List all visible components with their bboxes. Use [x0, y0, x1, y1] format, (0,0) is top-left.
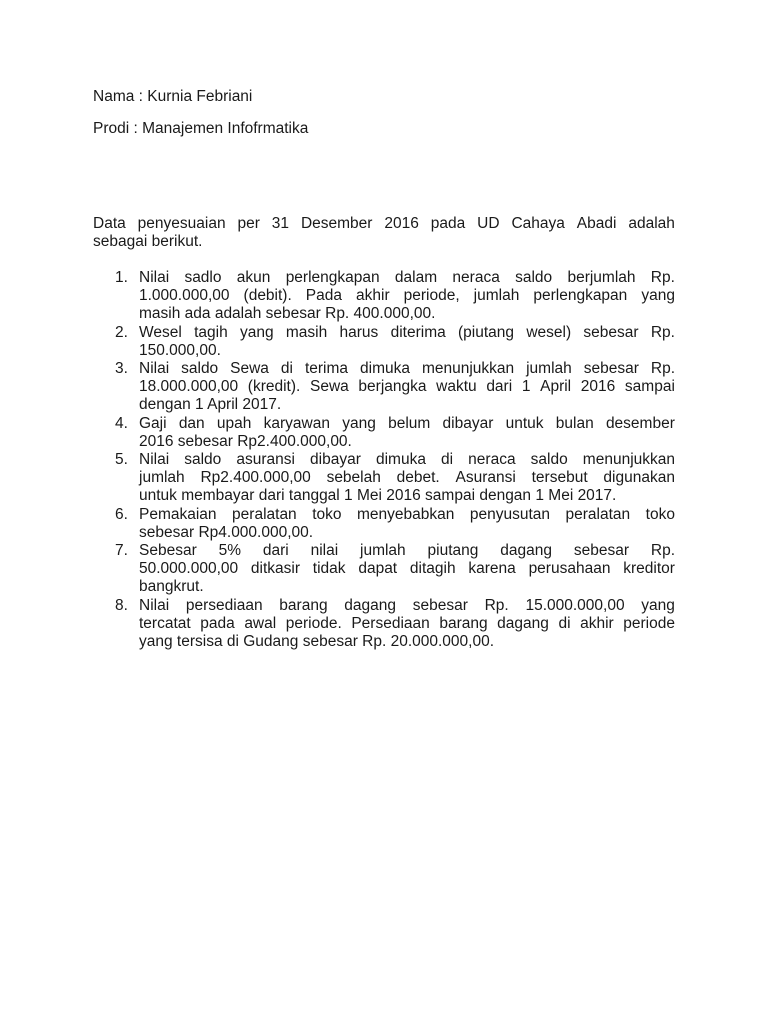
list-item-line: [139, 469, 675, 487]
list-item-word: harus: [339, 323, 379, 341]
list-item-word: dan: [178, 414, 205, 432]
list-item-last-line: sebesar Rp4.000.000,00.: [139, 523, 314, 541]
intro-word: 31: [271, 215, 290, 232]
list-item-word: yang: [641, 287, 675, 305]
intro-word: Cahaya: [511, 215, 565, 232]
list-item: [93, 542, 675, 597]
list-item-word: di: [558, 614, 571, 632]
list-item-word: 15.000.000,00: [525, 596, 625, 614]
list-item-number: 5.: [115, 451, 128, 469]
list-item-line: [139, 360, 675, 378]
list-item-word: sebelah: [326, 469, 381, 487]
list-item-line: [139, 269, 675, 287]
intro-word: Abadi: [576, 215, 617, 232]
list-item-word: wesel): [526, 323, 572, 341]
list-item-word: masih: [285, 323, 328, 341]
list-item-last-line: 150.000,00.: [139, 341, 221, 359]
list-item-word: penyusutan: [469, 505, 551, 523]
study-program-line: Prodi : Manajemen Infofrmatika: [93, 120, 309, 137]
list-item-last-line: dengan 1 April 2017.: [139, 396, 282, 414]
list-item-word: Rp.: [484, 596, 509, 614]
list-item-word: di: [280, 360, 293, 378]
list-item-word: saldo: [515, 269, 553, 286]
list-item-word: debet.: [396, 469, 440, 487]
list-item-word: toko: [645, 505, 675, 523]
list-item-number: 2.: [115, 323, 128, 341]
list-item-word: perlengkapan: [533, 287, 628, 305]
list-item-word: Sewa: [230, 360, 269, 378]
list-item-last-line: yang tersisa di Gudang sebesar Rp. 20.000.000,00.: [139, 633, 495, 651]
list-item-word: peralatan: [565, 505, 631, 523]
list-item-word: (debit).: [243, 287, 292, 305]
list-item: [93, 269, 675, 324]
list-item-line: [139, 560, 675, 578]
intro-word: penyesuaian: [137, 215, 226, 232]
list-item-word: 18.000.000,00: [139, 378, 239, 396]
list-item-word: jumlah: [360, 542, 406, 560]
list-item-line: [139, 415, 675, 433]
list-item-word: di: [441, 451, 454, 469]
list-item-word: terima: [304, 360, 349, 378]
list-item-word: berjangka: [358, 378, 427, 396]
list-item-word: jumlah: [526, 360, 572, 378]
list-item-word: Rp.: [650, 542, 675, 560]
list-item-word: sampai: [624, 378, 675, 396]
list-item-word: piutang: [427, 542, 479, 560]
list-item-last-line: masih ada adalah sebesar Rp. 400.000,00.: [139, 305, 436, 323]
list-item-number: 3.: [115, 360, 128, 378]
list-item-word: ditagih: [409, 560, 456, 578]
list-item: [93, 506, 675, 542]
list-item-line: [139, 451, 675, 469]
list-item: [93, 360, 675, 415]
list-item-last-line: untuk membayar dari tanggal 1 Mei 2016 sampai dengan 1 Mei 2017.: [139, 487, 617, 505]
list-item-word: Rp.: [650, 269, 675, 286]
list-item-word: menunjukkan: [582, 451, 675, 469]
list-item-word: Asuransi: [455, 469, 516, 487]
list-item-line: [139, 506, 675, 524]
list-item: [93, 415, 675, 451]
list-item-word: Nilai: [139, 360, 170, 378]
list-item-word: akun: [236, 269, 271, 286]
list-item-word: sebesar: [583, 323, 639, 341]
list-item-word: yang: [239, 323, 274, 341]
list-item-word: dibayar: [310, 451, 361, 469]
intro-word: pada: [430, 215, 466, 232]
list-item-word: berjumlah: [567, 269, 636, 286]
list-item-word: karena: [468, 560, 516, 578]
intro-word: Desember: [300, 215, 373, 232]
list-item-word: Persediaan: [351, 614, 430, 632]
list-item-number: 7.: [115, 542, 128, 560]
list-item-word: sebesar: [573, 542, 630, 560]
list-item-word: sebesar: [412, 596, 468, 614]
list-item-word: dimuka: [360, 360, 410, 378]
list-item-line: [139, 287, 675, 305]
list-item-word: periode,: [403, 287, 460, 305]
list-item-word: Nilai: [139, 451, 170, 469]
list-item-number: 8.: [115, 596, 128, 614]
list-item-word: nilai: [310, 542, 339, 560]
list-item-word: saldo: [181, 360, 219, 378]
list-item-word: akhir: [580, 614, 614, 632]
list-item-word: Pemakaian: [139, 505, 217, 523]
list-item-word: sebesar: [583, 360, 639, 378]
list-item-word: perlengkapan: [285, 269, 380, 286]
list-item-line: [139, 615, 675, 633]
list-item-word: Rp.: [650, 360, 675, 378]
list-item-word: dimuka: [375, 451, 426, 469]
list-item-word: Nilai: [139, 596, 170, 614]
list-item-word: sadlo: [184, 269, 222, 286]
intro-word: UD: [477, 215, 500, 232]
list-item-word: desember: [605, 414, 675, 432]
list-item-word: menunjukkan: [421, 360, 515, 378]
list-item-word: Rp2.400.000,00: [200, 469, 311, 487]
list-item-word: dibayar: [442, 414, 494, 432]
list-item-word: tercatat: [139, 614, 191, 632]
list-item-word: neraca: [468, 451, 516, 469]
list-item-last-line: bangkrut.: [139, 578, 204, 596]
list-item-word: awal: [244, 614, 277, 632]
list-item-word: periode: [623, 614, 675, 632]
list-item-number: 1.: [115, 269, 128, 286]
list-item-word: tersebut: [531, 469, 588, 487]
list-item-word: waktu: [436, 378, 477, 396]
list-item-word: karyawan: [263, 414, 330, 432]
list-item-word: asuransi: [236, 451, 295, 469]
list-item-word: ditkasir: [250, 560, 301, 578]
list-item-word: 2016: [580, 378, 616, 396]
list-item-word: (piutang: [458, 323, 515, 341]
list-item-word: perusahaan: [528, 560, 611, 578]
adjustment-list: [93, 269, 675, 651]
list-item-word: yang: [342, 414, 376, 432]
list-item-line: [139, 542, 675, 560]
list-item-word: belum: [388, 414, 431, 432]
intro-word: 2016: [384, 215, 419, 232]
list-item-line: [139, 324, 675, 342]
list-item-word: dari: [486, 378, 513, 396]
list-item-word: upah: [216, 414, 252, 432]
list-item-word: digunakan: [603, 469, 675, 487]
list-item-word: Sewa: [309, 378, 349, 396]
list-item-word: jumlah: [139, 469, 185, 487]
list-item-word: dapat: [358, 560, 398, 578]
intro-word: per: [237, 215, 260, 232]
list-item-word: toko: [312, 505, 342, 523]
list-item-word: kreditor: [623, 560, 675, 578]
list-item-line: [139, 378, 675, 396]
intro-word: adalah: [628, 215, 675, 232]
student-name-line: Nama : Kurnia Febriani: [93, 88, 253, 105]
list-item-word: peralatan: [232, 505, 297, 523]
list-item-word: Gaji: [139, 414, 167, 432]
list-item: [93, 324, 675, 360]
list-item-last-line: 2016 sebesar Rp2.400.000,00.: [139, 432, 352, 450]
intro-word: Data: [93, 215, 126, 232]
list-item-number: 4.: [115, 414, 128, 432]
list-item-word: Sebesar: [139, 542, 197, 560]
list-item-word: bulan: [555, 414, 594, 432]
list-item-word: Rp.: [650, 323, 675, 341]
list-item-word: saldo: [184, 451, 222, 469]
list-item-word: yang: [641, 596, 675, 614]
list-item-word: dagang: [497, 614, 549, 632]
list-item-word: tagih: [194, 323, 228, 341]
list-item-word: dagang: [500, 542, 552, 560]
list-item-word: Pada: [305, 287, 342, 305]
list-item-word: 1: [521, 378, 531, 396]
list-item-word: periode.: [285, 614, 342, 632]
list-item-word: dari: [262, 542, 289, 560]
list-item-word: April: [540, 378, 572, 396]
list-item: [93, 597, 675, 652]
list-item-word: dagang: [344, 596, 397, 614]
list-item-word: saldo: [530, 451, 568, 469]
list-item-word: (kredit).: [247, 378, 301, 396]
intro-paragraph: [93, 215, 675, 251]
list-item-word: neraca: [452, 269, 500, 286]
list-item-word: tidak: [312, 560, 346, 578]
list-item-word: barang: [279, 596, 328, 614]
list-item-word: dalam: [394, 269, 438, 286]
list-item-word: Wesel: [139, 323, 182, 341]
list-item-word: 1.000.000,00: [139, 287, 230, 305]
list-item-word: 5%: [218, 542, 241, 560]
intro-line-1: [93, 215, 675, 233]
list-item-number: 6.: [115, 505, 128, 523]
list-item-word: 50.000.000,00: [139, 560, 239, 578]
list-item-word: pada: [200, 614, 235, 632]
list-item-word: Nilai: [139, 269, 170, 286]
list-item-word: diterima: [390, 323, 446, 341]
list-item: [93, 451, 675, 506]
list-item-word: untuk: [505, 414, 544, 432]
list-item-word: jumlah: [473, 287, 520, 305]
intro-line-2: sebagai berikut.: [93, 233, 203, 250]
list-item-word: menyebabkan: [357, 505, 455, 523]
list-item-word: akhir: [356, 287, 390, 305]
list-item-word: barang: [439, 614, 488, 632]
list-item-word: persediaan: [185, 596, 263, 614]
list-item-line: [139, 597, 675, 615]
